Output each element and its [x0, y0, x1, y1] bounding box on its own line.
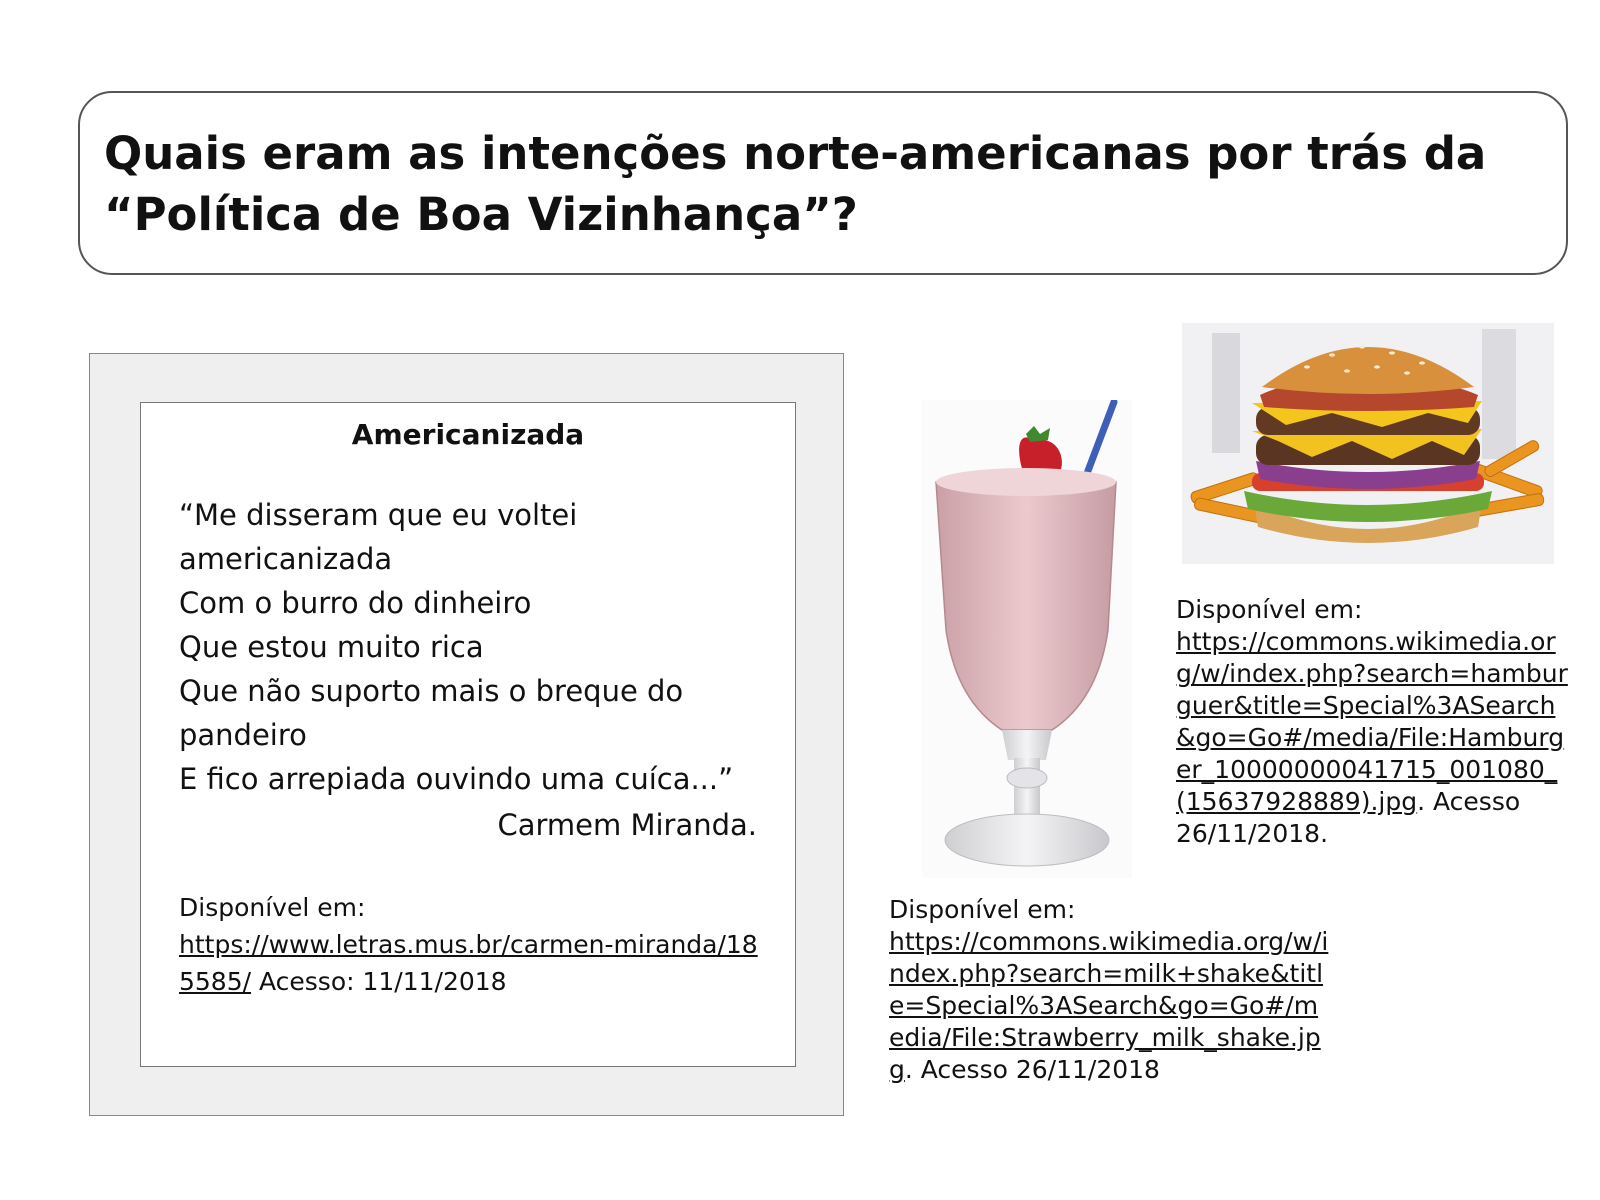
question-title-line-2: “Política de Boa Vizinhança”? — [104, 188, 858, 241]
question-title-line-1: Quais eram as intenções norte-americanas por trás da — [104, 127, 1487, 180]
poem-lines — [179, 493, 779, 801]
hamburger-image — [1182, 323, 1554, 564]
poem-source-label: Disponível em: — [179, 893, 366, 922]
question-title — [104, 123, 1542, 245]
poem-title: Americanizada — [351, 418, 585, 451]
poem-line: “Me disseram que eu voltei — [179, 498, 578, 532]
hamburger-source-access: . Acesso 26/11/2018. — [1176, 787, 1521, 848]
poem-frame — [89, 353, 844, 1116]
hamburger-source-link[interactable]: https://commons.wikimedia.org/w/index.php?search=hamburguer&title=Special%3ASearch&go=Go#/media/File:Hamburger_10000000041715_001080_(15637928889).jpg — [1176, 627, 1568, 816]
poem-author: Carmem Miranda. — [497, 808, 757, 842]
milkshake-source — [889, 894, 1329, 1086]
poem-line: americanizada — [179, 542, 393, 576]
hamburger-source-label: Disponível em: — [1176, 595, 1363, 624]
question-title-box — [78, 91, 1568, 275]
milkshake-image — [922, 400, 1132, 878]
poem-line: Que não suporto mais o breque do — [179, 674, 684, 708]
hamburger-with-fries-icon — [1182, 323, 1554, 564]
milkshake-source-access: . Acesso 26/11/2018 — [904, 1055, 1160, 1084]
poem-line: Que estou muito rica — [179, 630, 484, 664]
poem-line: E fico arrepiada ouvindo uma cuíca...” — [179, 762, 734, 796]
poem-source-link[interactable]: https://www.letras.mus.br/carmen-miranda/185585/ — [179, 930, 758, 996]
strawberry-milkshake-icon — [922, 400, 1132, 878]
milkshake-source-link[interactable]: https://commons.wikimedia.org/w/index.php?search=milk+shake&title=Special%3ASearch&go=Go#/media/File:Strawberry_milk_shake.jpg — [889, 927, 1329, 1084]
milkshake-source-label: Disponível em: — [889, 895, 1076, 924]
hamburger-source — [1176, 594, 1568, 850]
poem-line: Com o burro do dinheiro — [179, 586, 532, 620]
poem-source — [179, 889, 769, 1000]
poem-card — [140, 402, 796, 1067]
poem-source-access: Acesso: 11/11/2018 — [251, 967, 507, 996]
poem-line: pandeiro — [179, 718, 307, 752]
